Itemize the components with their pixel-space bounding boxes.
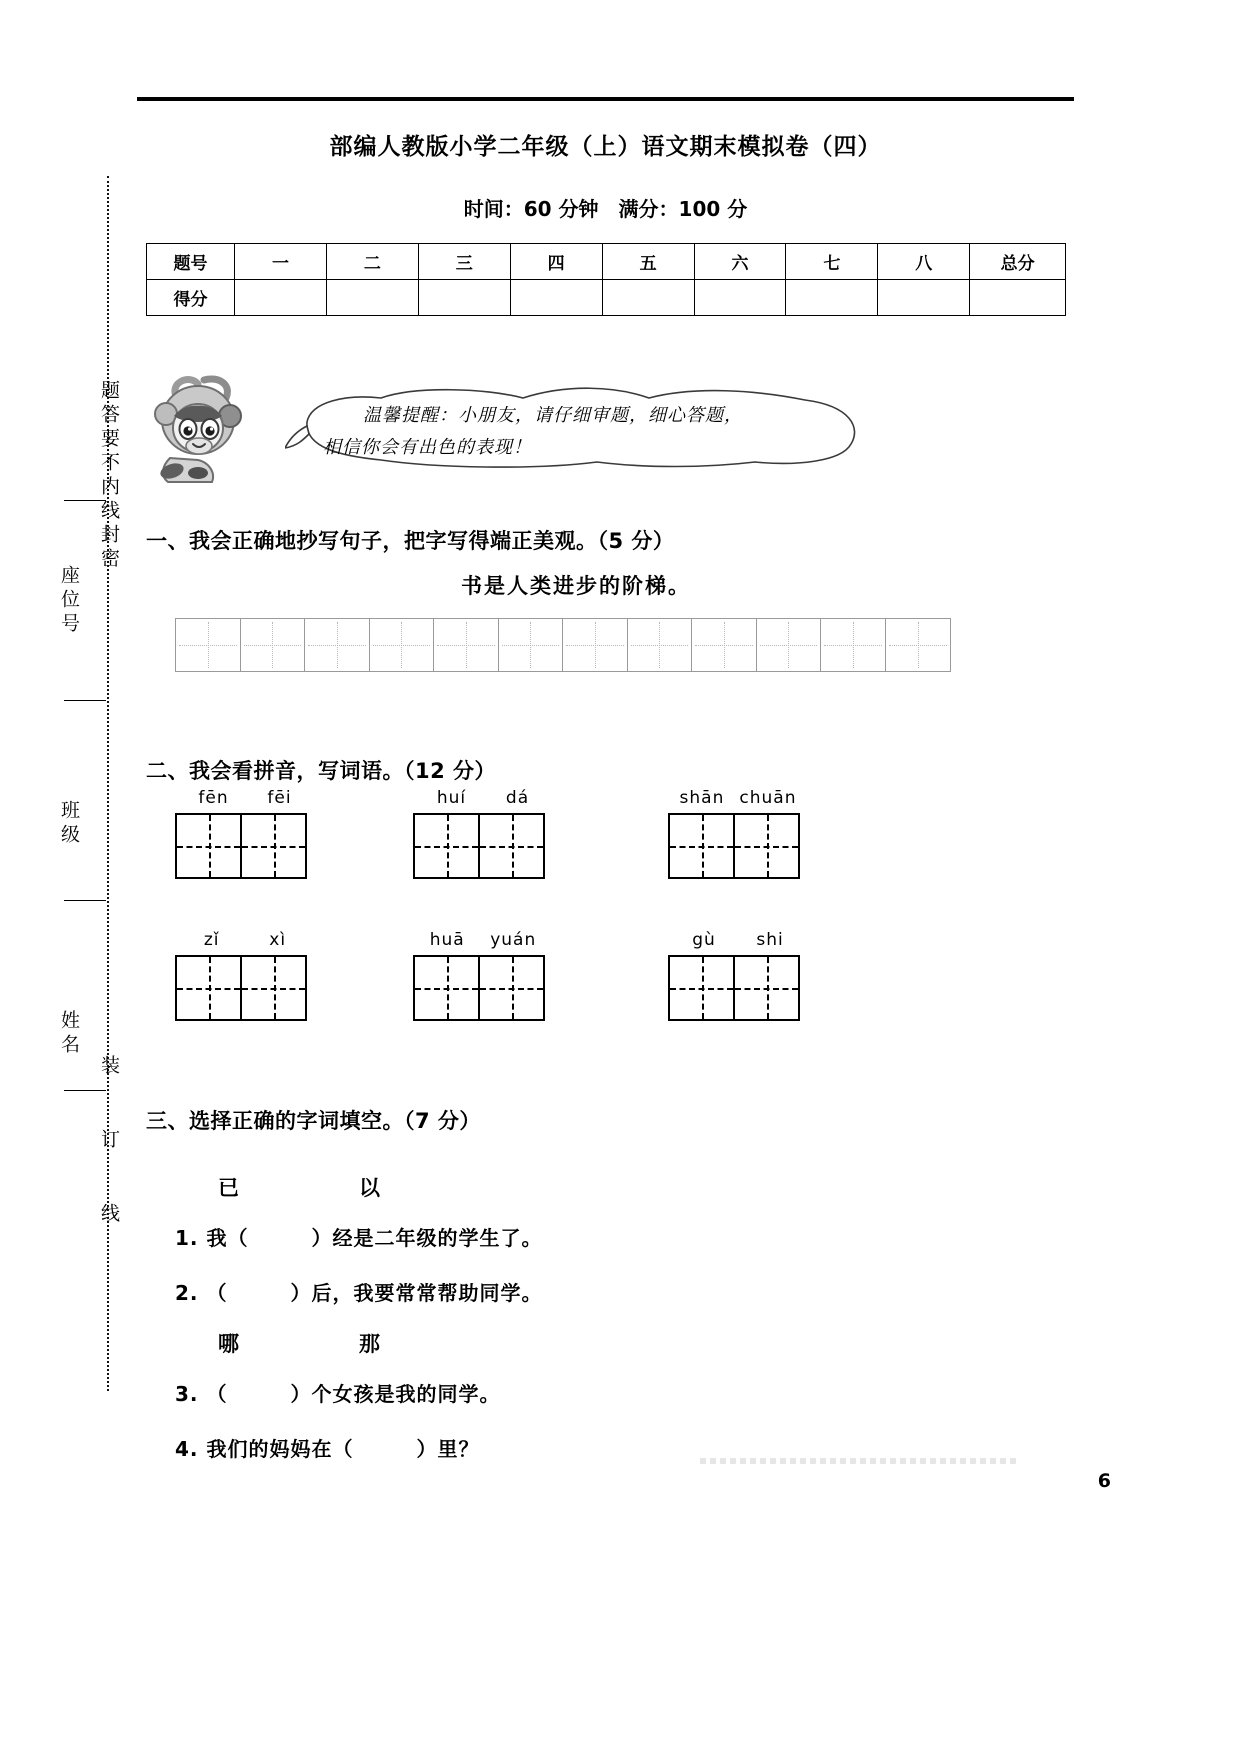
pinyin-block-5 bbox=[413, 930, 549, 1021]
table-row-scores bbox=[147, 280, 1066, 316]
pinyin-syllable: zǐ bbox=[203, 930, 220, 950]
pinyin-label-6 bbox=[668, 930, 804, 950]
tianzi-cell[interactable] bbox=[415, 815, 480, 877]
pinyin-block-3 bbox=[668, 788, 804, 879]
copy-writing-grid[interactable] bbox=[175, 618, 951, 672]
table-header-8: 八 bbox=[878, 244, 970, 280]
tianzi-cell[interactable] bbox=[480, 957, 543, 1019]
pinyin-syllable: dá bbox=[505, 788, 530, 808]
pinyin-label-3 bbox=[668, 788, 804, 808]
score-cell-1[interactable] bbox=[235, 280, 327, 316]
score-table bbox=[146, 243, 1066, 316]
tip-line-2: 相信你会有出色的表现！ bbox=[323, 437, 532, 458]
score-cell-8[interactable] bbox=[878, 280, 970, 316]
copy-grid-cell[interactable] bbox=[757, 619, 822, 671]
tianzi-cell[interactable] bbox=[177, 815, 242, 877]
section-1-sentence: 书是人类进步的阶梯。 bbox=[461, 574, 691, 598]
pinyin-syllable: xì bbox=[269, 930, 287, 950]
score-cell-7[interactable] bbox=[786, 280, 878, 316]
page-number: 6 bbox=[1097, 1470, 1111, 1492]
tianzi-cell[interactable] bbox=[670, 957, 735, 1019]
score-cell-5[interactable] bbox=[602, 280, 694, 316]
sidebar-item-seat-number: 座位号 bbox=[58, 565, 80, 637]
table-header-total: 总分 bbox=[970, 244, 1066, 280]
pinyin-block-1 bbox=[175, 788, 311, 879]
pinyin-syllable: chuān bbox=[739, 788, 797, 808]
section-3-heading: 三、选择正确的字词填空。（7 分） bbox=[146, 1109, 481, 1133]
pinyin-label-1 bbox=[175, 788, 311, 808]
copy-grid-cell[interactable] bbox=[692, 619, 757, 671]
tip-speech-bubble bbox=[285, 382, 865, 470]
copy-grid-cell[interactable] bbox=[886, 619, 951, 671]
section-2-heading: 二、我会看拼音，写词语。（12 分） bbox=[146, 759, 497, 783]
sidebar-seal-notice: 题答要不内线封密 bbox=[98, 380, 120, 572]
table-header-2: 二 bbox=[326, 244, 418, 280]
pinyin-label-4 bbox=[175, 930, 311, 950]
tip-text bbox=[323, 400, 843, 464]
choice-group-2: 哪 那 bbox=[218, 1332, 406, 1356]
pinyin-syllable: fēn bbox=[198, 788, 229, 808]
copy-grid-cell[interactable] bbox=[305, 619, 370, 671]
table-header-1: 一 bbox=[235, 244, 327, 280]
question-item-2: 2. （ ）后，我要常常帮助同学。 bbox=[175, 1281, 543, 1305]
copy-grid-cell[interactable] bbox=[176, 619, 241, 671]
pinyin-syllable: huā bbox=[429, 930, 465, 950]
pinyin-syllable: shān bbox=[679, 788, 725, 808]
tianzi-grid-2[interactable] bbox=[413, 813, 545, 879]
pinyin-syllable: huí bbox=[436, 788, 467, 808]
tianzi-cell[interactable] bbox=[670, 815, 735, 877]
tianzi-cell[interactable] bbox=[480, 815, 543, 877]
footer-artifact bbox=[700, 1458, 1020, 1464]
tip-line-1: 温馨提醒：小朋友，请仔细审题，细心答题， bbox=[363, 405, 743, 426]
score-cell-2[interactable] bbox=[326, 280, 418, 316]
tianzi-cell[interactable] bbox=[242, 815, 305, 877]
row-label-score: 得分 bbox=[147, 280, 235, 316]
pinyin-syllable: shi bbox=[756, 930, 784, 950]
score-cell-4[interactable] bbox=[510, 280, 602, 316]
pinyin-syllable: yuán bbox=[490, 930, 537, 950]
monkey-mascot-icon bbox=[146, 374, 271, 484]
question-item-1: 1. 我（ ）经是二年级的学生了。 bbox=[175, 1226, 543, 1250]
choice-group-1: 已 以 bbox=[218, 1176, 406, 1200]
copy-grid-cell[interactable] bbox=[563, 619, 628, 671]
tianzi-grid-6[interactable] bbox=[668, 955, 800, 1021]
copy-grid-cell[interactable] bbox=[434, 619, 499, 671]
pinyin-label-5 bbox=[413, 930, 549, 950]
sidebar-item-name: 姓名 bbox=[58, 1010, 80, 1058]
pinyin-block-2 bbox=[413, 788, 549, 879]
sidebar-rule-2 bbox=[64, 700, 106, 701]
tianzi-grid-3[interactable] bbox=[668, 813, 800, 879]
tianzi-cell[interactable] bbox=[242, 957, 305, 1019]
table-header-6: 六 bbox=[694, 244, 786, 280]
page-subtitle: 时间：60 分钟 满分：100 分 bbox=[463, 197, 748, 221]
table-header-4: 四 bbox=[510, 244, 602, 280]
tianzi-cell[interactable] bbox=[177, 957, 242, 1019]
header-rule bbox=[137, 97, 1074, 101]
table-header-5: 五 bbox=[602, 244, 694, 280]
tianzi-cell[interactable] bbox=[735, 957, 798, 1019]
copy-grid-cell[interactable] bbox=[628, 619, 693, 671]
page-title: 部编人教版小学二年级（上）语文期末模拟卷（四） bbox=[329, 134, 882, 160]
pinyin-block-6 bbox=[668, 930, 804, 1021]
row-label-question-number: 题号 bbox=[147, 244, 235, 280]
tianzi-cell[interactable] bbox=[735, 815, 798, 877]
sidebar-rule-3 bbox=[64, 900, 106, 901]
tianzi-grid-5[interactable] bbox=[413, 955, 545, 1021]
sidebar-item-class: 班级 bbox=[58, 800, 80, 848]
table-header-7: 七 bbox=[786, 244, 878, 280]
pinyin-syllable: gù bbox=[692, 930, 716, 950]
section-1-heading: 一、我会正确地抄写句子，把字写得端正美观。（5 分） bbox=[146, 529, 675, 553]
score-cell-total[interactable] bbox=[970, 280, 1066, 316]
tianzi-grid-4[interactable] bbox=[175, 955, 307, 1021]
table-row-question-numbers bbox=[147, 244, 1066, 280]
question-item-3: 3. （ ）个女孩是我的同学。 bbox=[175, 1382, 501, 1406]
tianzi-grid-1[interactable] bbox=[175, 813, 307, 879]
pinyin-syllable: fēi bbox=[267, 788, 292, 808]
pinyin-label-2 bbox=[413, 788, 549, 808]
tianzi-cell[interactable] bbox=[415, 957, 480, 1019]
copy-grid-cell[interactable] bbox=[370, 619, 435, 671]
copy-grid-cell[interactable] bbox=[821, 619, 886, 671]
question-item-4: 4. 我们的妈妈在（ ）里？ bbox=[175, 1437, 480, 1461]
sidebar-binding-line: 装 订 线 bbox=[98, 1055, 120, 1240]
score-cell-6[interactable] bbox=[694, 280, 786, 316]
copy-grid-cell[interactable] bbox=[499, 619, 564, 671]
pinyin-block-4 bbox=[175, 930, 311, 1021]
table-header-3: 三 bbox=[418, 244, 510, 280]
score-cell-3[interactable] bbox=[418, 280, 510, 316]
copy-grid-cell[interactable] bbox=[241, 619, 306, 671]
